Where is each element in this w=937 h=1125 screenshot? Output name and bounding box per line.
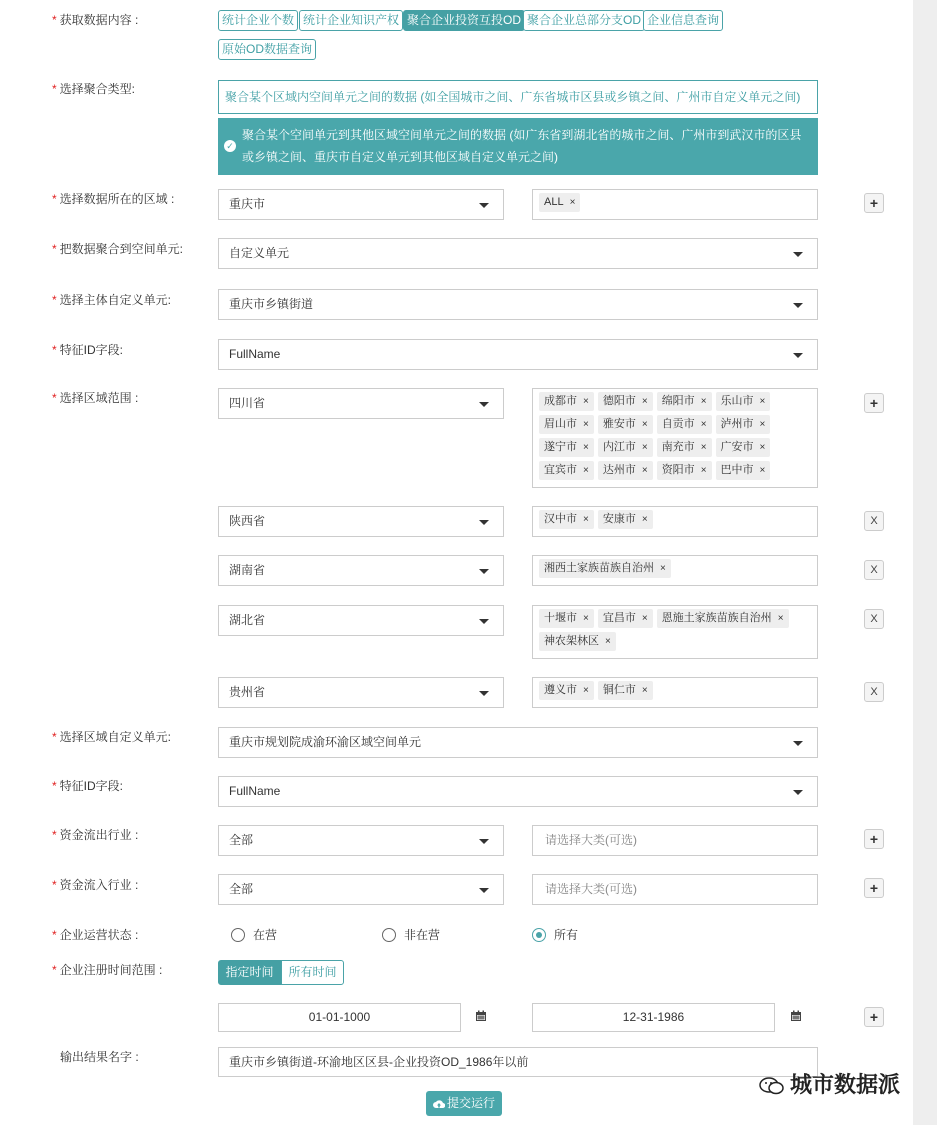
remove-range-button[interactable]: X	[864, 609, 884, 629]
remove-icon[interactable]: ×	[583, 514, 589, 525]
remove-icon[interactable]: ×	[605, 636, 611, 647]
time-toggle-specified[interactable]: 指定时间	[218, 960, 281, 985]
label-agg-type: * 选择聚合类型:	[52, 82, 136, 96]
add-range-button[interactable]: +	[864, 393, 884, 413]
label-outflow: * 资金流出行业 :	[52, 828, 139, 842]
city-chip[interactable]	[539, 392, 594, 411]
caret-down-icon	[793, 252, 803, 257]
remove-range-button[interactable]: X	[864, 560, 884, 580]
city-chip[interactable]	[539, 510, 594, 529]
outflow-category-select[interactable]: 请选择大类(可选)	[532, 825, 818, 856]
city-chip[interactable]	[598, 510, 653, 529]
city-chip-label: 巴中市	[720, 464, 754, 476]
label-reg-time: * 企业注册时间范围 :	[52, 963, 163, 977]
range-province-select[interactable]: 湖北省	[218, 605, 504, 636]
label-id-field-1: * 特征ID字段:	[52, 343, 124, 357]
caret-down-icon	[793, 303, 803, 308]
page-scroll-strip	[913, 0, 937, 1125]
label-region-unit: * 选择区域自定义单元:	[52, 730, 172, 744]
radio-circle-icon	[231, 928, 245, 942]
calendar-icon[interactable]	[475, 1010, 487, 1022]
city-chip[interactable]	[539, 559, 671, 578]
city-chip[interactable]	[657, 461, 712, 480]
inflow-category-select[interactable]: 请选择大类(可选)	[532, 874, 818, 905]
city-chip[interactable]: ALL ×	[539, 193, 580, 212]
city-chip-label: 神农架林区	[544, 635, 599, 647]
caret-down-icon	[479, 691, 489, 696]
caret-down-icon	[479, 402, 489, 407]
label-content: * 获取数据内容 :	[52, 13, 139, 27]
watermark: 城市数据派	[758, 1068, 900, 1099]
remove-icon[interactable]: ×	[641, 514, 648, 525]
city-chip-label: 汉中市	[544, 513, 577, 525]
remove-icon[interactable]: ×	[759, 396, 766, 407]
id-field-1-select[interactable]: FullName	[218, 339, 818, 370]
tag-company-info[interactable]: 企业信息查询	[643, 10, 723, 31]
caret-down-icon	[479, 888, 489, 893]
status-radio-all[interactable]: 所有	[532, 927, 578, 943]
calendar-icon[interactable]	[790, 1010, 802, 1022]
city-chip-label: 绵阳市	[661, 395, 695, 407]
city-chip-label: 德阳市	[602, 395, 636, 407]
caret-down-icon	[793, 741, 803, 746]
city-chip-label: 恩施土家族苗族自治州	[661, 612, 772, 624]
time-toggle-all[interactable]: 所有时间	[281, 960, 344, 985]
city-chip-label: 泸州市	[720, 418, 754, 430]
add-inflow-button[interactable]: +	[864, 878, 884, 898]
city-chip[interactable]	[539, 415, 594, 434]
city-chip-label: 眉山市	[544, 418, 577, 430]
city-chip[interactable]	[539, 438, 594, 457]
city-chip[interactable]	[716, 392, 771, 411]
caret-down-icon	[479, 203, 489, 208]
city-chip-label: 达州市	[602, 464, 636, 476]
remove-icon[interactable]: ×	[700, 419, 707, 430]
submit-label: 提交运行	[446, 1096, 495, 1110]
caret-down-icon	[479, 839, 489, 844]
radio-circle-icon	[382, 928, 396, 942]
range-city-multiselect[interactable]	[532, 388, 818, 488]
remove-range-button[interactable]: X	[864, 511, 884, 531]
label-subject-unit: * 选择主体自定义单元:	[52, 293, 172, 307]
city-chip[interactable]	[598, 609, 653, 628]
city-chip-label: 十堰市	[544, 612, 577, 624]
city-chip-label: 乐山市	[720, 395, 754, 407]
city-chip-label: 湘西土家族苗族自治州	[544, 562, 654, 574]
tag-ip[interactable]: 统计企业知识产权	[299, 10, 403, 31]
remove-icon[interactable]: ×	[641, 613, 648, 624]
city-chip[interactable]	[539, 632, 616, 651]
output-name-input[interactable]: 重庆市乡镇街道-环渝地区区县-企业投资OD_1986年以前	[218, 1047, 818, 1077]
remove-icon[interactable]: ×	[777, 613, 784, 624]
caret-down-icon	[479, 619, 489, 624]
status-radio-inactive[interactable]: 非在营	[382, 927, 440, 943]
agg-unit-select[interactable]: 自定义单元	[218, 238, 818, 269]
date-start-input[interactable]: 01-01-1000	[218, 1003, 461, 1032]
range-province-select[interactable]: 陕西省	[218, 506, 504, 537]
city-chip[interactable]	[657, 438, 712, 457]
city-chip-label: 遵义市	[544, 684, 577, 696]
remove-icon[interactable]: ×	[583, 442, 589, 453]
city-chip-label: 宜昌市	[602, 612, 636, 624]
remove-icon[interactable]: ×	[641, 442, 648, 453]
label-region: * 选择数据所在的区域 :	[52, 192, 175, 206]
remove-icon[interactable]: ×	[759, 465, 766, 476]
remove-icon[interactable]: ×	[583, 419, 589, 430]
tag-raw-od[interactable]: 原始OD数据查询	[218, 39, 316, 60]
city-chip-label: 宜宾市	[544, 464, 577, 476]
remove-icon[interactable]: ×	[700, 442, 707, 453]
city-chip[interactable]	[657, 392, 712, 411]
radio-checked-icon	[532, 928, 546, 942]
city-chip[interactable]	[598, 461, 653, 480]
remove-icon[interactable]: ×	[700, 465, 707, 476]
agg-option-within[interactable]: 聚合某个区域内空间单元之间的数据 (如全国城市之间、广东省城市区县或乡镇之间、广州市自定义单元之间)	[218, 80, 818, 114]
caret-down-icon	[479, 520, 489, 525]
label-output-name: 输出结果名字 :	[60, 1050, 139, 1064]
label-region-range: * 选择区域范围 :	[52, 391, 139, 405]
city-chip[interactable]	[716, 438, 771, 457]
date-end-input[interactable]: 12-31-1986	[532, 1003, 775, 1032]
remove-icon[interactable]: ×	[641, 465, 648, 476]
tag-count-companies[interactable]: 统计企业个数	[218, 10, 298, 31]
label-status: * 企业运营状态 :	[52, 928, 139, 942]
label-id-field-2: * 特征ID字段:	[52, 779, 124, 793]
add-date-range-button[interactable]: +	[864, 1007, 884, 1027]
city-chip[interactable]	[539, 461, 594, 480]
remove-icon[interactable]: ×	[660, 563, 666, 574]
add-region-button[interactable]: +	[864, 193, 884, 213]
label-inflow: * 资金流入行业 :	[52, 878, 139, 892]
remove-icon[interactable]: ×	[583, 396, 589, 407]
city-chip-label: 安康市	[602, 513, 636, 525]
subject-unit-select[interactable]: 重庆市乡镇街道	[218, 289, 818, 320]
wechat-icon	[758, 1075, 786, 1097]
range-city-multiselect[interactable]	[532, 605, 818, 659]
range-province-select[interactable]: 湖南省	[218, 555, 504, 586]
outflow-industry-select[interactable]: 全部	[218, 825, 504, 856]
city-chip-label: 成都市	[544, 395, 577, 407]
id-field-2-select[interactable]: FullName	[218, 776, 818, 807]
remove-icon[interactable]: ×	[700, 396, 707, 407]
caret-down-icon	[793, 790, 803, 795]
upload-cloud-icon	[433, 1099, 445, 1109]
range-province-select[interactable]: 四川省	[218, 388, 504, 419]
city-chip[interactable]	[539, 609, 594, 628]
city-chip-label: 自贡市	[661, 418, 695, 430]
caret-down-icon	[479, 569, 489, 574]
remove-icon[interactable]: ×	[759, 442, 766, 453]
city-chip[interactable]	[598, 415, 653, 434]
remove-icon[interactable]: ×	[641, 685, 648, 696]
city-chip[interactable]	[657, 415, 712, 434]
status-radio-active[interactable]: 在营	[231, 927, 277, 943]
region-city-multiselect[interactable]	[532, 189, 818, 220]
city-chip-label: 雅安市	[602, 418, 636, 430]
remove-icon[interactable]: ×	[583, 685, 589, 696]
inflow-industry-select[interactable]: 全部	[218, 874, 504, 905]
city-chip[interactable]	[598, 392, 653, 411]
label-agg-unit: * 把数据聚合到空间单元:	[52, 242, 184, 256]
city-chip[interactable]	[657, 609, 789, 628]
city-chip-label: 资阳市	[661, 464, 695, 476]
city-chip[interactable]	[539, 681, 594, 700]
city-chip[interactable]	[716, 415, 771, 434]
submit-button[interactable]	[426, 1091, 502, 1116]
tag-invest-od[interactable]: 聚合企业投资互投OD	[403, 10, 525, 31]
city-chip-label: 遂宁市	[544, 441, 577, 453]
city-chip-label: 广安市	[720, 441, 754, 453]
tag-hq-branch-od[interactable]: 聚合企业总部分支OD	[523, 10, 645, 31]
city-chip-label: 内江市	[602, 441, 636, 453]
add-outflow-button[interactable]: +	[864, 829, 884, 849]
region-province-select[interactable]: 重庆市	[218, 189, 504, 220]
range-city-multiselect[interactable]	[532, 555, 818, 586]
remove-icon[interactable]: ×	[641, 419, 648, 430]
city-chip-label: 铜仁市	[602, 684, 636, 696]
range-province-select[interactable]: 贵州省	[218, 677, 504, 708]
range-city-multiselect[interactable]	[532, 677, 818, 708]
city-chip[interactable]	[598, 438, 653, 457]
check-circle-icon: ✓	[224, 140, 236, 152]
range-city-multiselect[interactable]	[532, 506, 818, 537]
agg-option-between[interactable]	[218, 118, 818, 175]
remove-range-button[interactable]: X	[864, 682, 884, 702]
remove-icon[interactable]: ×	[759, 419, 766, 430]
remove-icon[interactable]: ×	[569, 197, 576, 208]
remove-icon[interactable]: ×	[641, 396, 648, 407]
remove-icon[interactable]: ×	[583, 465, 589, 476]
remove-icon[interactable]: ×	[583, 613, 589, 624]
agg-option-between-text: 聚合某个空间单元到其他区域空间单元之间的数据 (如广东省到湖北省的城市之间、广州市到武汉市的区县或乡镇之间、重庆市自定义单元到其他区域自定义单元之间)	[242, 128, 802, 164]
city-chip[interactable]	[716, 461, 771, 480]
caret-down-icon	[793, 353, 803, 358]
city-chip-label: 南充市	[661, 441, 695, 453]
region-unit-select[interactable]: 重庆市规划院成渝环渝区域空间单元	[218, 727, 818, 758]
city-chip[interactable]	[598, 681, 653, 700]
